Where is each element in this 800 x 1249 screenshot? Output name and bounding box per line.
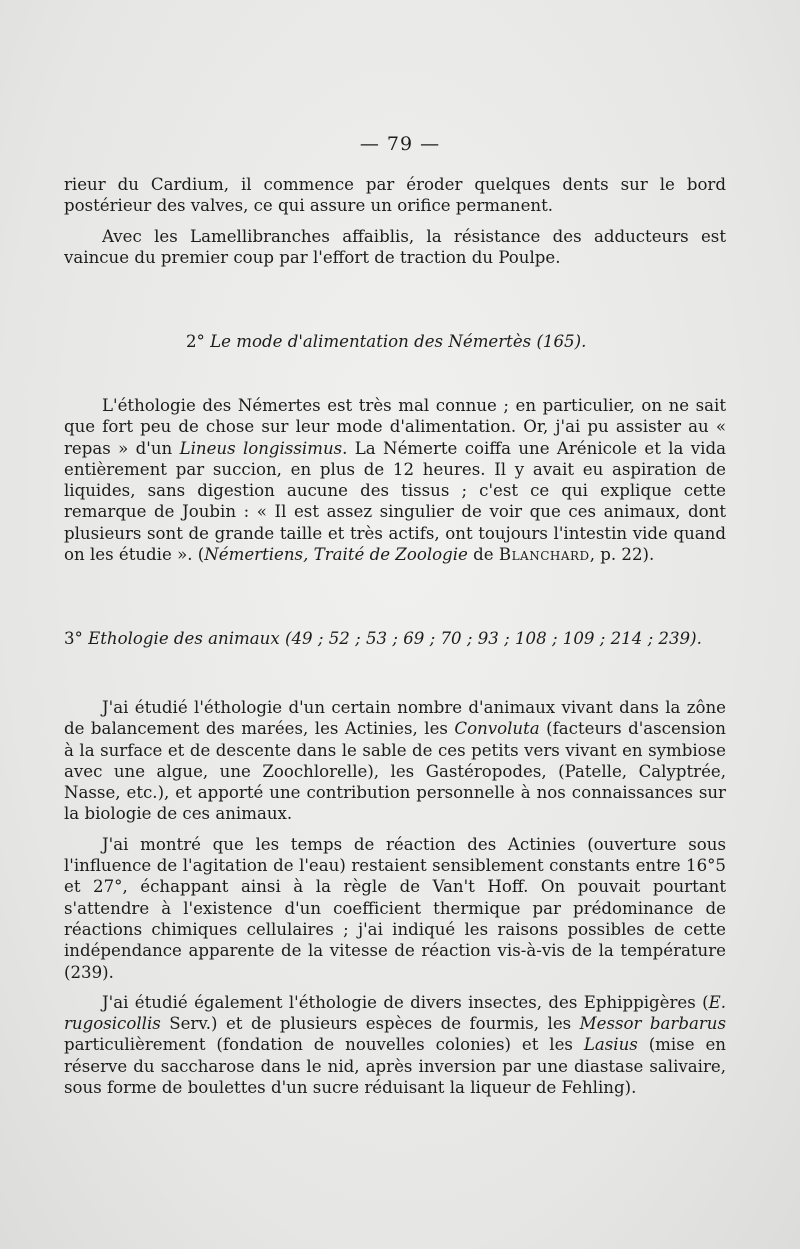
section-3-paragraph-1 [64, 697, 726, 825]
author-name: Blanchard [498, 545, 590, 565]
species-name: Lineus longissimus [179, 438, 343, 458]
section-3-paragraph-2: J'ai montré que les temps de réaction des Actinies (ouverture sous l'influence de l'agitation de l'eau) restaient sensiblement constants entre 16°5 et 27°, échappant ainsi à la règle de Van't Hoff. On pouvait pourtant s'attendre à l'existence d'un coefficient thermique par prédominance de réactions chimiques cellulaires ; j'ai indiqué les raisons possibles de cette indépendance apparente de la vitesse de réaction vis-à-vis de la température (239). [64, 834, 726, 982]
text-run: de [467, 545, 499, 565]
genus-name: Convoluta [454, 719, 540, 739]
section-2-text [64, 395, 726, 565]
section-3-title: Ethologie des animaux (49 ; 52 ; 53 ; 69 ; 70 ; 93 ; 108 ; 109 ; 214 ; 239). [88, 629, 702, 648]
page-number: — 79 — [359, 133, 441, 155]
species-name: E. rugosicollis [64, 992, 726, 1034]
text-run: (facteurs d'ascension à la surface et de descente dans le sable de ces petits vers vivant en symbiose avec une algue, une Zoochlorelle), les Gastéropodes, (Patelle, Calyptrée, Nasse, etc.), et apporté une contribution personnelle à nos connaissances sur la biologie de ces animaux. [64, 719, 726, 824]
text-run: particulièrement (fondation de nouvelles colonies) et les [64, 1035, 584, 1055]
text-run: J'ai étudié également l'éthologie de divers insectes, des Ephippigères ( [102, 992, 709, 1012]
text-run: (mise en réserve du saccharose dans le nid, après inversion par une diastase salivaire, sous forme de boulettes d'un sucre réduisant la liqueur de Fehling). [64, 1035, 726, 1098]
section-2-paragraph [64, 395, 726, 565]
text-run: , p. 22). [589, 545, 655, 565]
genus-name: Lasius [583, 1035, 638, 1055]
section-2-heading [186, 331, 586, 353]
text-run: . La Némerte coiffa une Arénicole et la vida entièrement par succion, en plus de 12 heures. Il y avait eu aspiration de liquides, sans digestion aucune des tissus ; c'est ce qui explique cette remarque de Joubin : « Il est assez singulier de voir que ces animaux, dont plusieurs sont de grande taille et très actifs, ont toujours l'intestin vide quand on les étudie ». ( [64, 438, 726, 565]
species-name: Messor barbarus [579, 1014, 727, 1034]
section-3-number: 3° [64, 629, 83, 648]
text-run: J'ai étudié l'éthologie d'un certain nombre d'animaux vivant dans la zône de balancement des marées, les Actinies, les [64, 698, 726, 739]
intro-paragraph-2: Avec les Lamellibranches affaiblis, la résistance des adducteurs est vaincue du premier coup par l'effort de traction du Poulpe. [64, 226, 726, 267]
text-run: L'éthologie des Némertes est très mal connue ; en particulier, on ne sait que fort peu de chose sur leur mode d'alimentation. Or, j'ai pu assister au « repas » d'un [64, 396, 726, 458]
text-run: Serv.) et de plusieurs espèces de fourmis, les [160, 1014, 580, 1034]
section-3-text [64, 697, 726, 1098]
intro-paragraph-1: rieur du Cardium, il commence par éroder quelques dents sur le bord postérieur des valves, ce qui assure un orifice permanent. [64, 175, 726, 216]
intro-text [64, 174, 726, 268]
section-2-title: Le mode d'alimentation des Némertès (165). [210, 332, 587, 351]
section-3-heading [64, 628, 726, 650]
section-3-paragraph-3 [64, 992, 726, 1098]
reference-title: Némertiens, Traité de Zoologie [204, 545, 468, 565]
section-2-number: 2° [186, 332, 205, 351]
